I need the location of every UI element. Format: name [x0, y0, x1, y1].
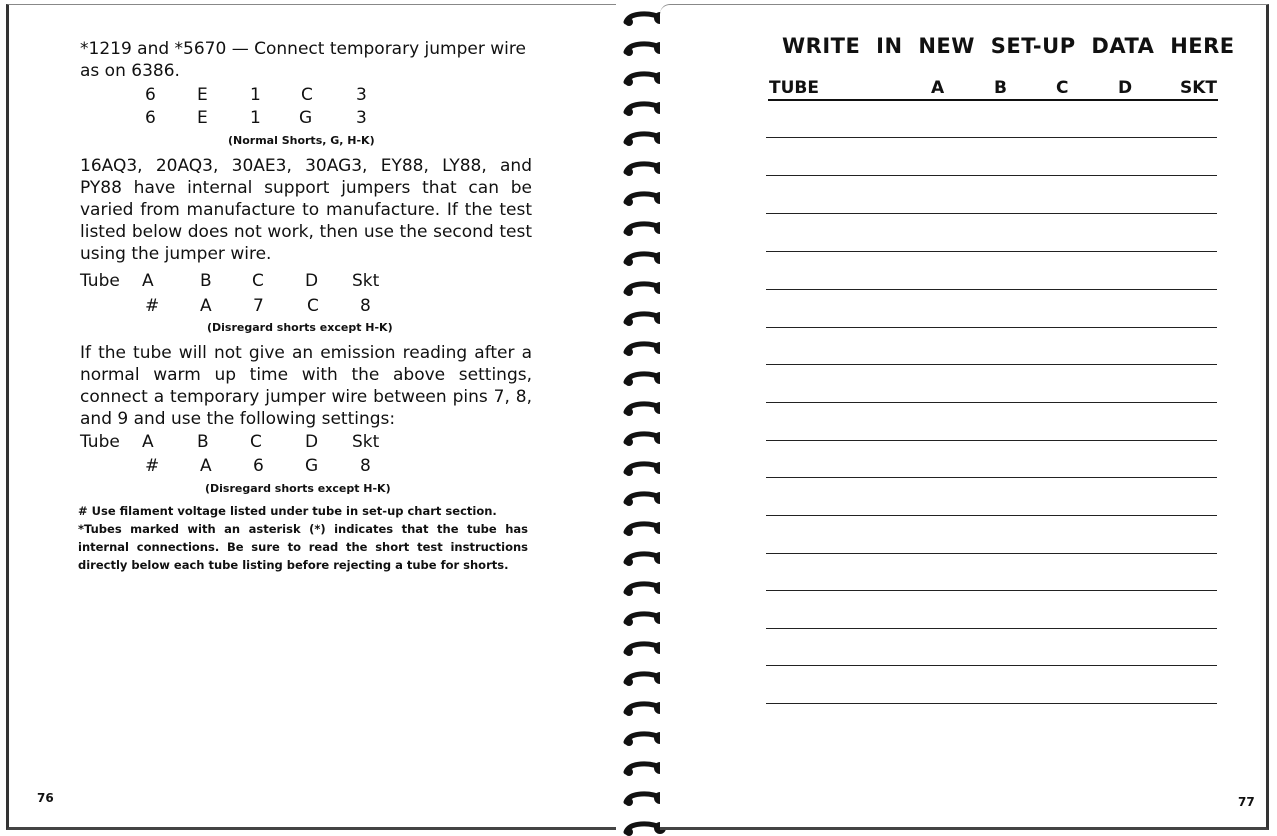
table-value-cell: # — [145, 296, 160, 316]
settings-cell: E — [197, 85, 208, 105]
page-number-right: 77 — [1238, 795, 1255, 809]
paragraph-support-jumpers: 16AQ3, 20AQ3, 30AE3, 30AG3, EY88, LY88, and PY88 have internal support jumpers that can be varied from manufacture to manufacture. If the test listed below does not work, then use the second test using the jumper wire. — [80, 156, 532, 264]
table-value-cell: # — [145, 456, 160, 476]
write-in-line — [766, 477, 1217, 478]
table-value-cell: A — [200, 456, 212, 476]
settings-cell: E — [197, 108, 208, 128]
column-header: A — [931, 78, 945, 98]
table-value-cell: A — [200, 296, 212, 316]
header-rule — [768, 99, 1218, 101]
table-value-cell: 8 — [360, 456, 371, 476]
table-2-values — [0, 456, 600, 478]
table-header-cell: Tube — [80, 432, 120, 452]
write-in-line — [766, 402, 1217, 403]
settings-cell: 1 — [250, 85, 261, 105]
write-in-line — [766, 251, 1217, 252]
table-2-header — [0, 432, 600, 454]
write-in-line — [766, 289, 1217, 290]
settings-cell: 6 — [145, 85, 156, 105]
table-header-cell: C — [250, 432, 262, 452]
footnote-asterisk: *Tubes marked with an asterisk (*) indicates that the tube has internal connections. Be sure to read the short test instructions directly below each tube listing before rejecting a tube for shorts. — [78, 522, 528, 572]
table-header-cell: Skt — [352, 432, 380, 452]
table-1-header — [0, 271, 600, 293]
table-header-cell: A — [142, 432, 154, 452]
table-value-cell: 8 — [360, 296, 371, 316]
settings-row-1 — [0, 85, 600, 107]
table-value-cell: G — [305, 456, 319, 476]
page-number-left: 76 — [37, 791, 54, 805]
paragraph-jumper-instructions: If the tube will not give an emission reading after a normal warm up time with the above settings, connect a temporary jumper wire between pins 7, 8, and 9 and use the following settings: — [80, 343, 532, 429]
write-in-line — [766, 440, 1217, 441]
table-value-cell: 6 — [253, 456, 264, 476]
table-header-cell: C — [252, 271, 264, 291]
table-header-cell: Skt — [352, 271, 380, 291]
footnote-filament: # Use filament voltage listed under tube in set-up chart section. — [78, 504, 497, 518]
table-header-cell: A — [142, 271, 154, 291]
write-in-line — [766, 665, 1217, 666]
note-disregard-shorts-2: (Disregard shorts except H-K) — [205, 482, 391, 495]
write-in-line — [766, 137, 1217, 138]
settings-row-2 — [0, 108, 600, 130]
settings-cell: 1 — [250, 108, 261, 128]
table-header-cell: D — [305, 271, 319, 291]
note-disregard-shorts-1: (Disregard shorts except H-K) — [207, 321, 393, 334]
column-header: SKT — [1180, 78, 1218, 98]
table-1-values — [0, 296, 600, 318]
write-in-line — [766, 213, 1217, 214]
write-in-line — [766, 628, 1217, 629]
column-header: B — [994, 78, 1007, 98]
intro-text: *1219 and *5670 — Connect temporary jumper wire as on 6386. — [80, 39, 526, 81]
column-header: C — [1056, 78, 1069, 98]
right-page — [660, 4, 1269, 830]
table-header-cell: D — [305, 432, 319, 452]
write-in-line — [766, 175, 1217, 176]
write-in-line — [766, 590, 1217, 591]
settings-cell: 3 — [356, 108, 367, 128]
column-header: D — [1118, 78, 1133, 98]
write-in-line — [766, 364, 1217, 365]
write-in-line — [766, 515, 1217, 516]
column-header: TUBE — [769, 78, 819, 98]
settings-cell: 6 — [145, 108, 156, 128]
write-in-line — [766, 327, 1217, 328]
page-title: WRITE IN NEW SET-UP DATA HERE — [782, 34, 1235, 58]
settings-cell: G — [299, 108, 313, 128]
note-normal-shorts: (Normal Shorts, G, H-K) — [228, 134, 375, 147]
table-header-cell: Tube — [80, 271, 120, 291]
table-header-cell: B — [200, 271, 212, 291]
write-in-line — [766, 703, 1217, 704]
settings-cell: 3 — [356, 85, 367, 105]
table-value-cell: C — [307, 296, 319, 316]
table-value-cell: 7 — [253, 296, 264, 316]
write-in-line — [766, 553, 1217, 554]
table-header-cell: B — [197, 432, 209, 452]
settings-cell: C — [301, 85, 313, 105]
